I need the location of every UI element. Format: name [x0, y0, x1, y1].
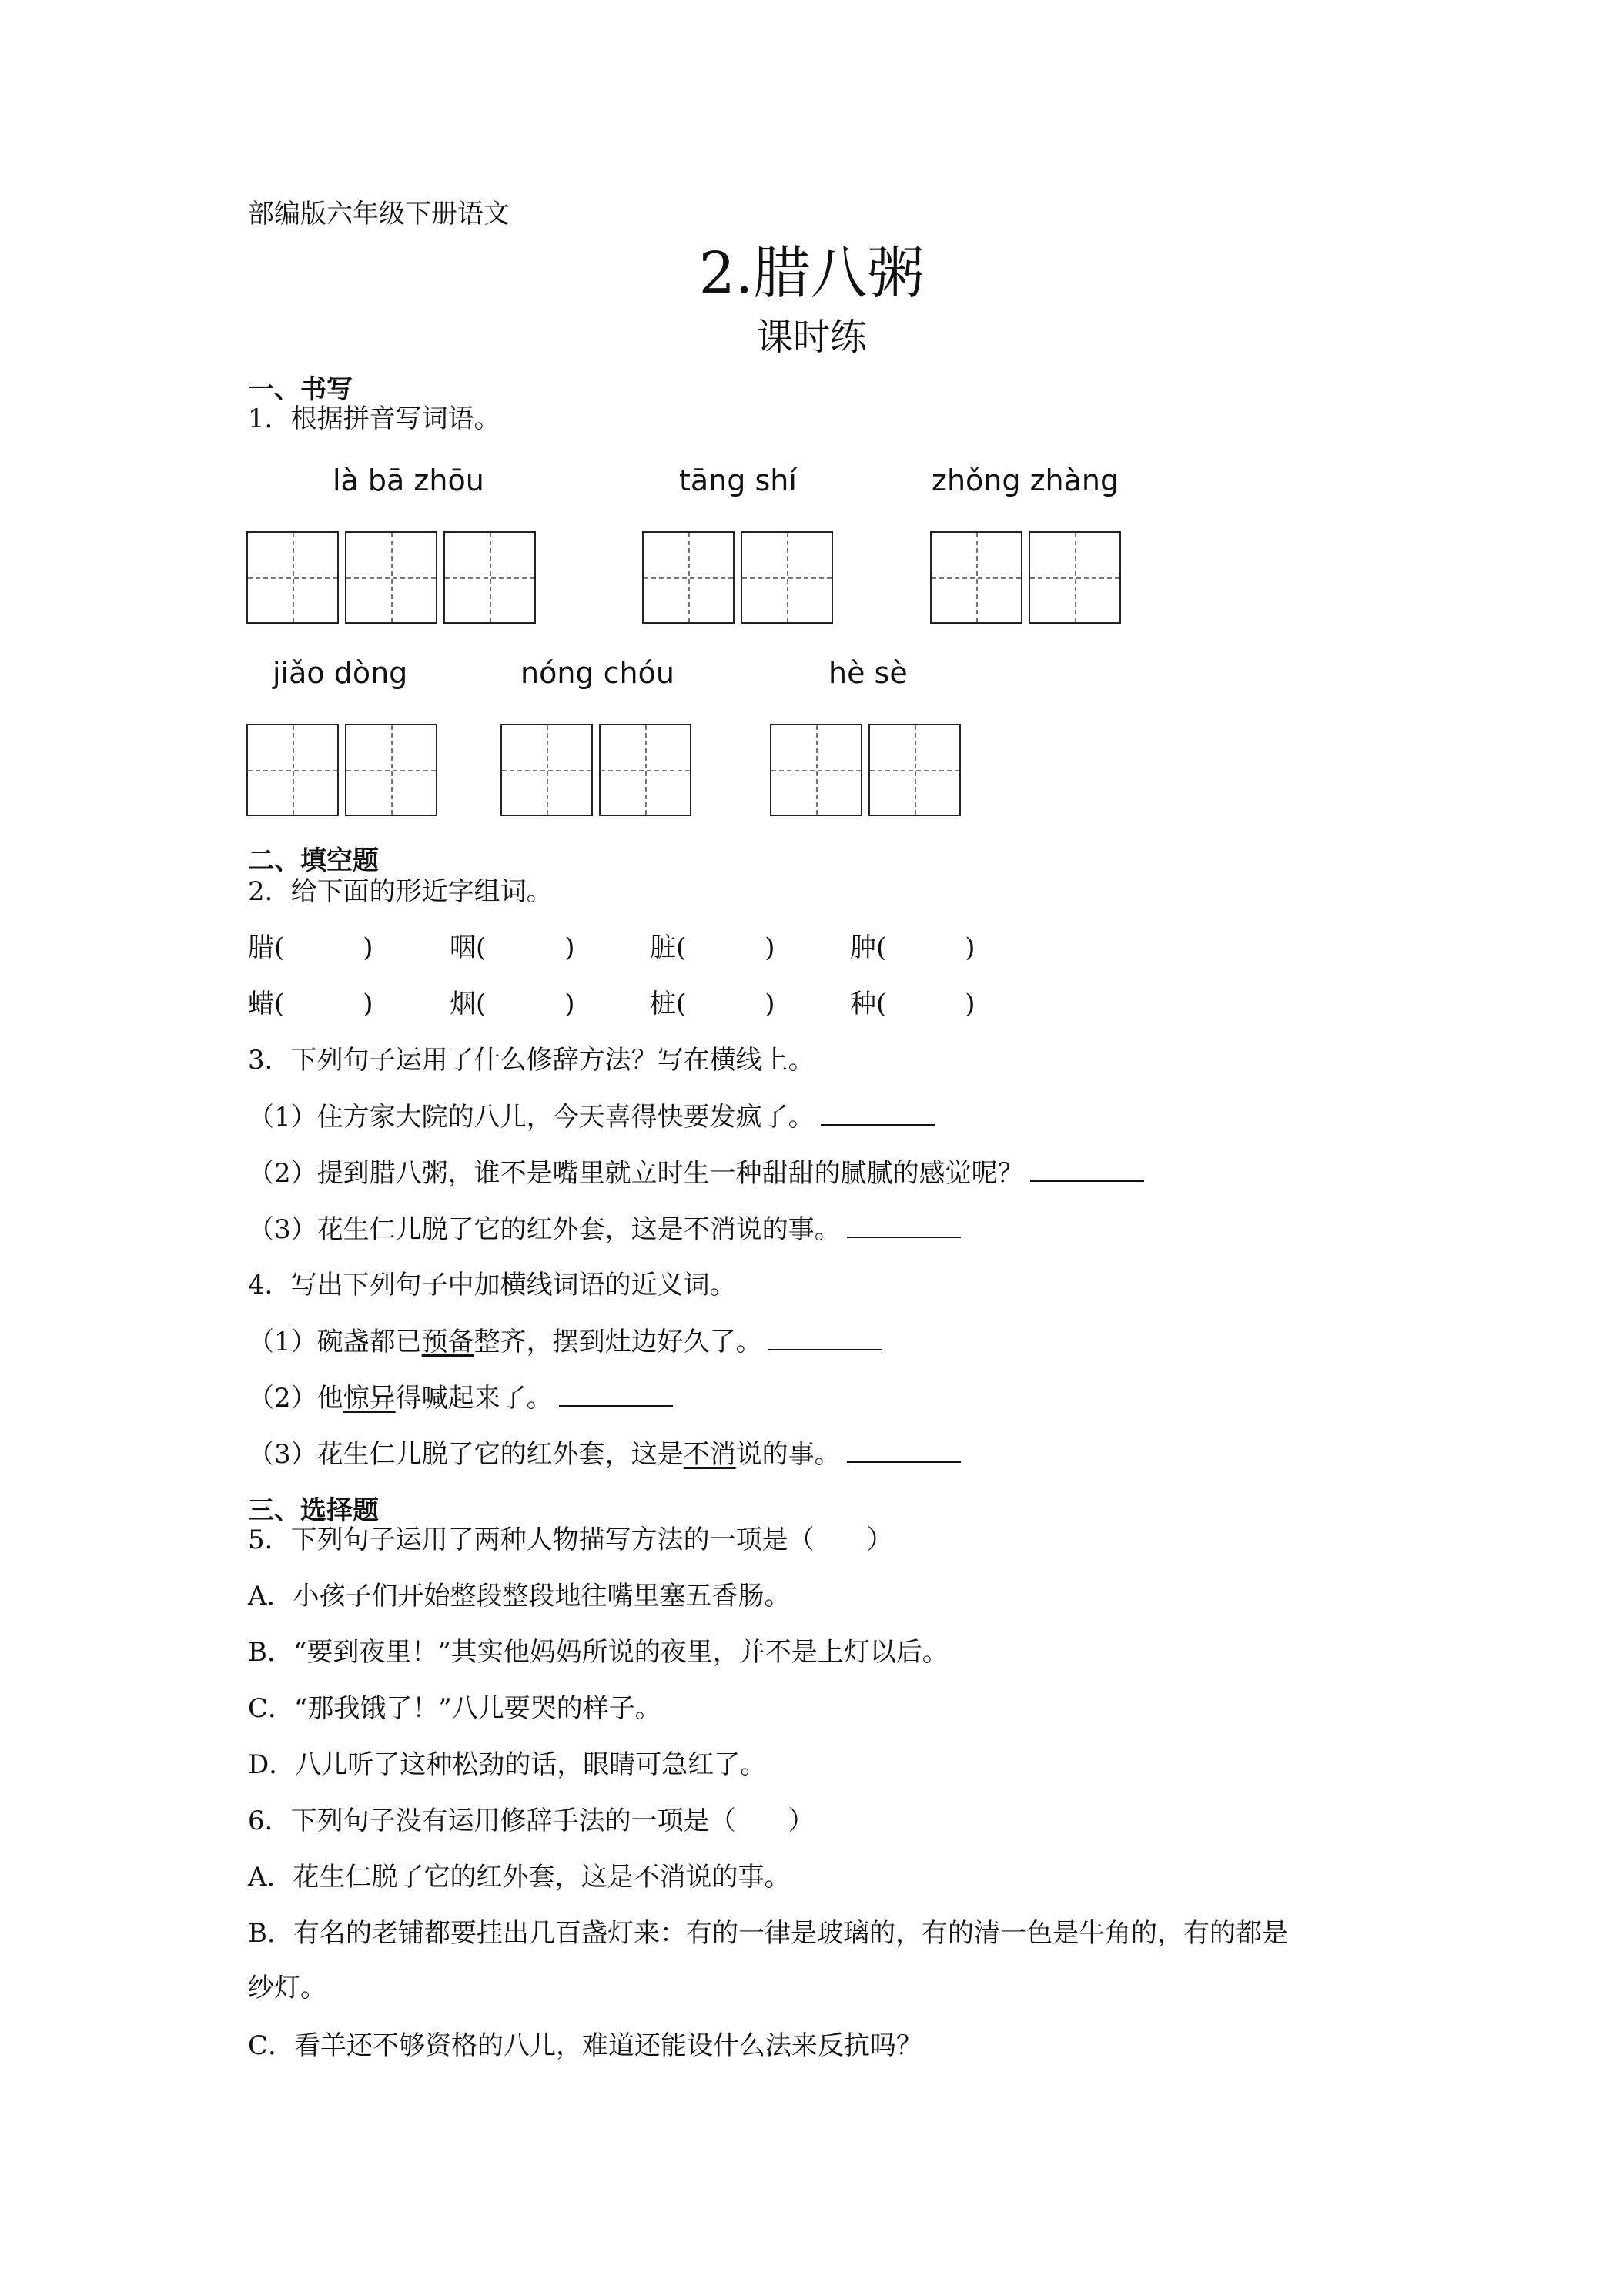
answer-blank[interactable]: [559, 1382, 673, 1407]
writing-grid[interactable]: [930, 531, 1127, 624]
question-4: 4．写出下列句子中加横线词语的近义词。: [248, 1270, 736, 1300]
pinyin-label: zhǒng zhàng: [932, 464, 1119, 497]
underlined-word: 惊异: [343, 1383, 396, 1414]
word-item: 肿( ): [850, 932, 975, 963]
underlined-word: 预备: [421, 1327, 474, 1357]
question-6: 6．下列句子没有运用修辞手法的一项是（ ）: [248, 1806, 815, 1836]
option-b[interactable]: B．有名的老铺都要挂出几百盏灯来：有的一律是玻璃的，有的清一色是牛角的，有的都是: [248, 1918, 1288, 1949]
writing-cell[interactable]: [246, 531, 339, 624]
question-3: 3．下列句子运用了什么修辞方法？写在横线上。: [248, 1045, 815, 1076]
pinyin-label: hè sè: [828, 656, 908, 690]
writing-cell[interactable]: [500, 724, 593, 816]
pinyin-label: nóng chóu: [520, 656, 674, 690]
pinyin-label: là bā zhōu: [333, 464, 484, 497]
word-item: 种( ): [850, 989, 975, 1019]
question-1: 1．根据拼音写词语。: [248, 403, 500, 434]
writing-grid[interactable]: [246, 531, 542, 624]
option-c[interactable]: C．“那我饿了！”八儿要哭的样子。: [248, 1693, 661, 1724]
q3-item-text: （3）花生仁儿脱了它的红外套，这是不消说的事。: [248, 1214, 841, 1245]
option-b-continued[interactable]: 纱灯。: [248, 1973, 326, 2003]
document-header: 部编版六年级下册语文: [248, 199, 510, 229]
q4-item: [248, 1326, 882, 1357]
writing-grid[interactable]: [500, 724, 698, 816]
answer-blank[interactable]: [821, 1101, 935, 1126]
q4-item: [248, 1438, 961, 1470]
writing-cell[interactable]: [246, 724, 339, 816]
question-5: 5．下列句子运用了两种人物描写方法的一项是（ ）: [248, 1525, 893, 1555]
q4-text: （1）碗盏都已: [248, 1327, 422, 1357]
word-item: 桩( ): [650, 989, 775, 1019]
q3-item-text: （2）提到腊八粥，谁不是嘴里就立时生一种甜甜的腻腻的感觉呢？: [248, 1158, 1024, 1189]
writing-grid[interactable]: [770, 724, 967, 816]
writing-cell[interactable]: [741, 531, 833, 624]
word-item: 腊( ): [248, 932, 373, 963]
writing-grid[interactable]: [246, 724, 443, 816]
writing-cell[interactable]: [345, 724, 437, 816]
answer-blank[interactable]: [1030, 1157, 1144, 1182]
option-d[interactable]: D．八儿听了这种松劲的话，眼睛可急红了。: [248, 1749, 767, 1780]
q3-item: [248, 1101, 935, 1133]
option-a[interactable]: A．小孩子们开始整段整段地往嘴里塞五香肠。: [248, 1581, 791, 1612]
section-choice-heading: 三、选择题: [248, 1495, 379, 1526]
writing-cell[interactable]: [1029, 531, 1121, 624]
q4-text: （2）他: [248, 1383, 343, 1414]
answer-blank[interactable]: [847, 1438, 961, 1463]
section-fill-heading: 二、填空题: [248, 845, 379, 876]
option-b[interactable]: B．“要到夜里！”其实他妈妈所说的夜里，并不是上灯以后。: [248, 1637, 949, 1668]
writing-grid[interactable]: [642, 531, 839, 624]
writing-cell[interactable]: [930, 531, 1022, 624]
lesson-title: 2.腊八粥: [698, 240, 925, 306]
question-2: 2．给下面的形近字组词。: [248, 876, 553, 907]
lesson-subtitle: 课时练: [755, 316, 867, 359]
q3-item-text: （1）住方家大院的八儿，今天喜得快要发疯了。: [248, 1102, 815, 1133]
q3-item: [248, 1157, 1144, 1189]
writing-cell[interactable]: [868, 724, 961, 816]
q4-text: （3）花生仁儿脱了它的红外套，这是: [248, 1439, 684, 1470]
pinyin-label: tāng shí: [679, 464, 797, 497]
q3-item: [248, 1213, 961, 1245]
writing-cell[interactable]: [642, 531, 735, 624]
writing-cell[interactable]: [770, 724, 862, 816]
q4-item: [248, 1382, 673, 1414]
pinyin-label: jiǎo dòng: [273, 656, 408, 690]
word-item: 烟( ): [450, 989, 575, 1019]
q4-text: 得喊起来了。: [395, 1383, 553, 1414]
answer-blank[interactable]: [847, 1213, 961, 1238]
word-item: 蜡( ): [248, 989, 373, 1019]
option-a[interactable]: A．花生仁脱了它的红外套，这是不消说的事。: [248, 1862, 791, 1893]
answer-blank[interactable]: [768, 1326, 882, 1350]
writing-cell[interactable]: [599, 724, 691, 816]
writing-cell[interactable]: [443, 531, 536, 624]
word-item: 咽( ): [450, 932, 575, 963]
underlined-word: 不消: [683, 1439, 736, 1470]
section-writing-heading: 一、书写: [248, 374, 353, 405]
q4-text: 整齐，摆到灶边好久了。: [474, 1327, 762, 1357]
q4-text: 说的事。: [735, 1439, 841, 1470]
option-c[interactable]: C．看羊还不够资格的八儿，难道还能设什么法来反抗吗？: [248, 2030, 923, 2061]
writing-cell[interactable]: [345, 531, 437, 624]
word-item: 脏( ): [650, 932, 775, 963]
